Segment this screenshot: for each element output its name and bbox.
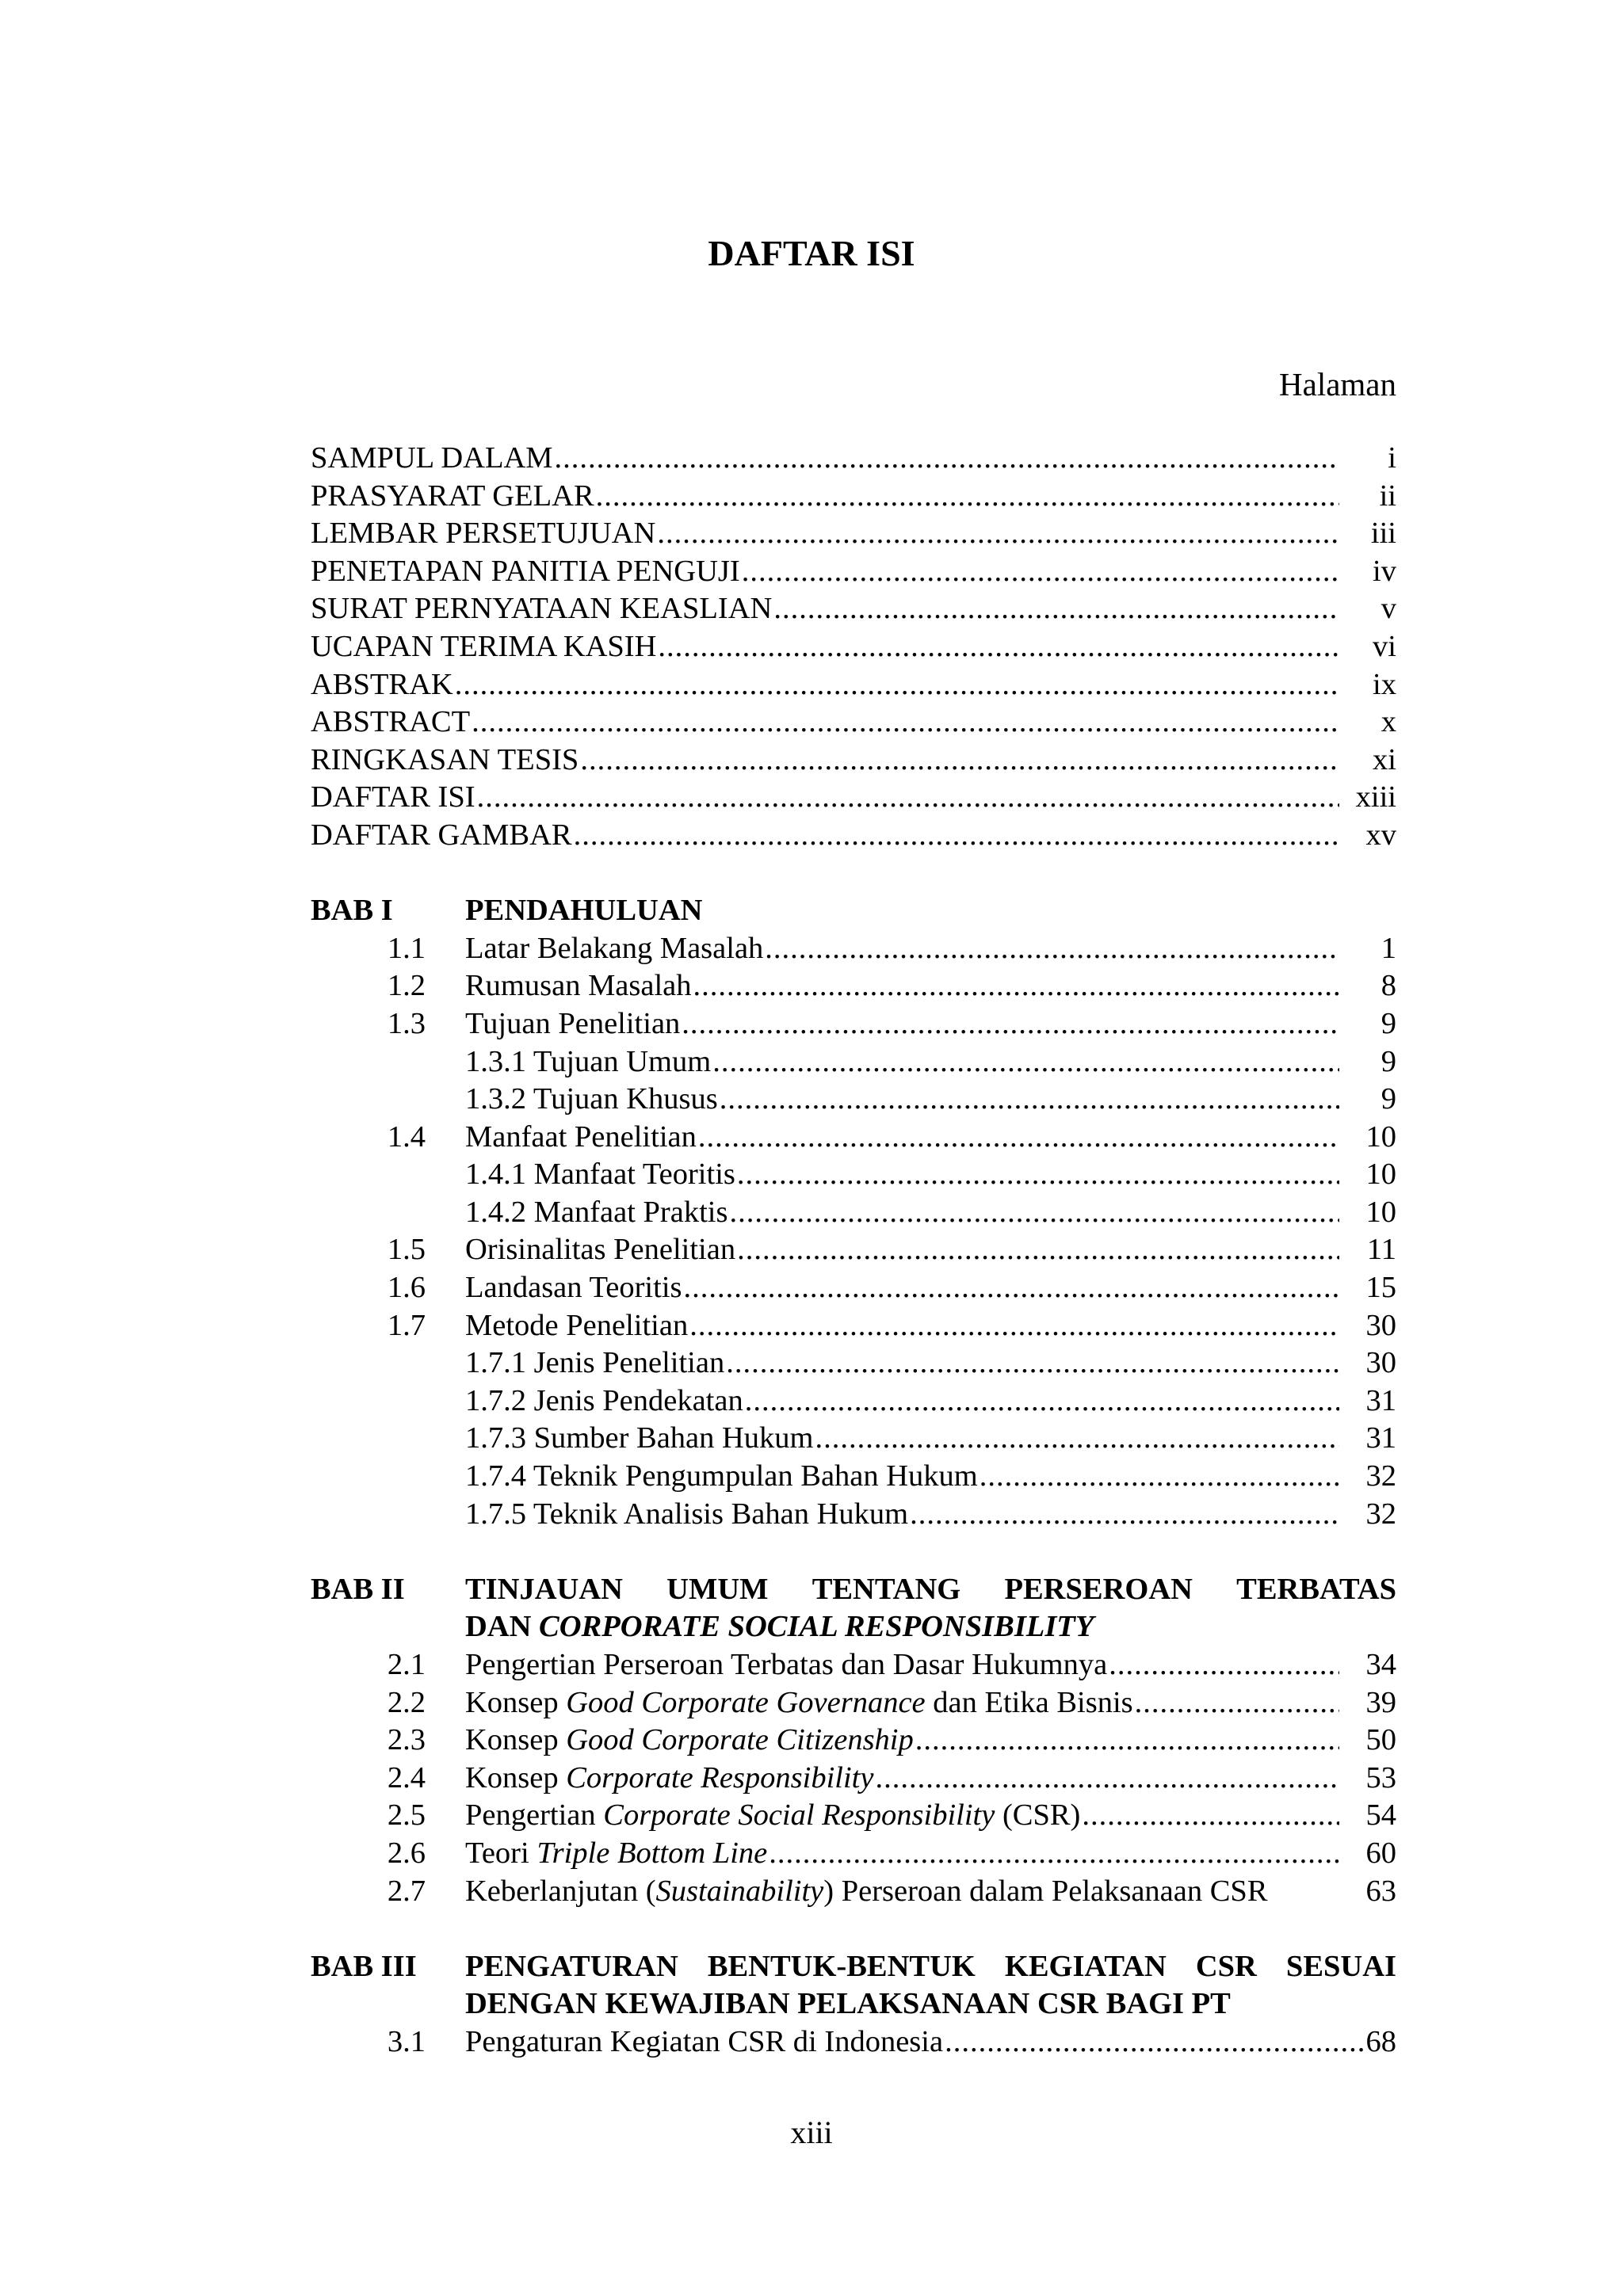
dot-leader <box>574 817 1339 855</box>
toc-entry-title: Pengaturan Kegiatan CSR di Indonesia <box>465 2024 944 2058</box>
chapter-title-word: KEGIATAN <box>1004 1949 1167 1983</box>
section-number: 2.1 <box>387 1648 426 1681</box>
section-number: 2.7 <box>387 1874 426 1908</box>
dot-leader <box>720 1081 1339 1119</box>
front-matter-list <box>311 440 1396 855</box>
dot-leader <box>742 553 1339 591</box>
toc-page-number: 68 <box>1365 2024 1396 2058</box>
section-number: 1.5 <box>387 1233 426 1267</box>
toc-entry-title: 1.7.5 Teknik Analisis Bahan Hukum <box>465 1497 909 1531</box>
toc-page-number: x <box>1381 705 1396 739</box>
toc-page-number: 10 <box>1365 1195 1396 1229</box>
toc-page-number: iv <box>1373 554 1396 588</box>
toc-page-number: ii <box>1379 479 1396 513</box>
toc-page-number: v <box>1381 592 1396 626</box>
toc-entry-title: Pengertian Corporate Social Responsibility (CSR) <box>465 1798 1081 1833</box>
toc-row <box>311 1458 1396 1496</box>
toc-entry-title: Konsep Good Corporate Governance dan Etika Bisnis <box>465 1685 1133 1719</box>
toc-page-number: 10 <box>1365 1158 1396 1192</box>
toc-page-number: 39 <box>1365 1685 1396 1719</box>
chapter-title <box>465 1571 1396 1609</box>
toc-row <box>311 1684 1396 1722</box>
toc-entry-title: Metode Penelitian <box>465 1308 689 1342</box>
dot-leader <box>596 478 1339 516</box>
toc-page-number: 54 <box>1365 1798 1396 1833</box>
toc-page-number: 30 <box>1365 1308 1396 1342</box>
toc-entry-title: SURAT PERNYATAAN KEASLIAN <box>311 592 773 626</box>
toc-row <box>311 1646 1396 1684</box>
toc-row <box>311 1344 1396 1383</box>
dot-leader <box>657 515 1339 553</box>
toc-page-number: 11 <box>1366 1233 1396 1267</box>
chapter-1 <box>311 892 1396 1533</box>
toc-row <box>311 553 1396 591</box>
page-number-footer: xiii <box>790 2115 833 2150</box>
toc-entry-title: UCAPAN TERIMA KASIH <box>311 629 657 663</box>
toc-row <box>311 967 1396 1005</box>
dot-leader <box>555 440 1339 478</box>
toc-entry-title: 1.3.1 Tujuan Umum <box>465 1044 712 1078</box>
toc-page-number: 9 <box>1381 1044 1396 1078</box>
chapter-title-word: BENTUK-BENTUK <box>707 1949 976 1983</box>
toc-page-number: 30 <box>1365 1346 1396 1380</box>
chapter-2 <box>311 1571 1396 1910</box>
toc-row <box>311 817 1396 855</box>
toc-page-number: xi <box>1373 742 1396 776</box>
toc-entry-title: 1.3.2 Tujuan Khusus <box>465 1082 718 1116</box>
toc-row <box>311 1722 1396 1760</box>
toc-page-number: vi <box>1373 629 1396 663</box>
toc-row <box>311 779 1396 817</box>
section-number: 2.5 <box>387 1798 426 1833</box>
toc-entry-title: Pengertian Perseroan Terbatas dan Dasar Hukumnya <box>465 1648 1108 1681</box>
toc-row <box>311 1873 1396 1911</box>
chapter-heading <box>311 892 1396 930</box>
dot-leader <box>745 1383 1339 1421</box>
dot-leader <box>945 2023 1365 2061</box>
dot-leader <box>1135 1684 1339 1722</box>
toc-row <box>311 2023 1396 2061</box>
toc-entry-title: Tujuan Penelitian <box>465 1006 681 1040</box>
toc-page-number: xv <box>1365 818 1396 852</box>
toc-entry-title: 1.4.2 Manfaat Praktis <box>465 1195 728 1229</box>
toc-row <box>311 1420 1396 1458</box>
toc-row <box>311 1005 1396 1043</box>
toc-entry-title: PENETAPAN PANITIA PENGUJI <box>311 554 740 588</box>
toc-row <box>311 440 1396 478</box>
toc-page-number: 8 <box>1381 969 1396 1003</box>
toc-entry-title: LEMBAR PERSETUJUAN <box>311 517 656 551</box>
toc-entry-title: 1.4.1 Manfaat Teoritis <box>465 1158 735 1192</box>
toc-row <box>311 930 1396 968</box>
dot-leader <box>472 704 1339 742</box>
toc-entry-title: DAFTAR GAMBAR <box>311 818 572 852</box>
toc-page-number: 32 <box>1365 1497 1396 1531</box>
toc-page-number: 53 <box>1365 1760 1396 1794</box>
toc-entry-title: Orisinalitas Penelitian <box>465 1233 736 1267</box>
toc-page-number: xiii <box>1355 780 1396 814</box>
dot-leader <box>693 967 1340 1005</box>
toc-entry-title: Manfaat Penelitian <box>465 1119 697 1154</box>
toc-page-number: 63 <box>1365 1874 1396 1908</box>
toc-row <box>311 666 1396 704</box>
toc-entry-title: ABSTRACT <box>311 705 471 739</box>
chapter-title-word: TINJAUAN <box>465 1572 623 1606</box>
section-number: 1.4 <box>387 1119 426 1154</box>
table-of-contents <box>311 440 1396 2061</box>
toc-row <box>311 742 1396 780</box>
toc-row <box>311 1231 1396 1269</box>
section-number: 1.6 <box>387 1271 426 1305</box>
dot-leader <box>580 742 1339 780</box>
toc-entry-title: Landasan Teoritis <box>465 1271 682 1305</box>
chapter-title-word: TERBATAS <box>1236 1572 1396 1606</box>
toc-row <box>311 1835 1396 1873</box>
chapter-title-word: PENGATURAN <box>465 1949 678 1983</box>
dot-leader <box>815 1420 1340 1458</box>
chapter-title <box>465 1948 1396 1986</box>
dot-leader <box>455 666 1339 704</box>
toc-row <box>311 1383 1396 1421</box>
toc-row <box>311 628 1396 666</box>
toc-page-number: 10 <box>1365 1119 1396 1154</box>
toc-row <box>311 1269 1396 1307</box>
toc-page-number: 1 <box>1381 931 1396 965</box>
toc-row <box>311 515 1396 553</box>
toc-row <box>311 1156 1396 1194</box>
section-number: 3.1 <box>387 2024 426 2058</box>
dot-leader <box>729 1194 1339 1232</box>
toc-entry-title: Teori Triple Bottom Line <box>465 1836 768 1870</box>
section-number: 1.7 <box>387 1308 426 1342</box>
dot-leader <box>712 1043 1339 1081</box>
toc-entry-title: DAFTAR ISI <box>311 780 475 814</box>
toc-row <box>311 1194 1396 1232</box>
toc-page-number: iii <box>1370 517 1396 551</box>
dot-leader <box>910 1496 1339 1534</box>
chapter-title-word: UMUM <box>666 1572 769 1606</box>
toc-entry-title: 1.7.1 Jenis Penelitian <box>465 1346 725 1380</box>
dot-leader <box>1109 1646 1339 1684</box>
toc-entry-title: Latar Belakang Masalah <box>465 931 764 965</box>
toc-row <box>311 1043 1396 1081</box>
dot-leader <box>689 1307 1339 1345</box>
toc-page-number: 32 <box>1365 1459 1396 1493</box>
toc-page-number: 9 <box>1381 1006 1396 1040</box>
dot-leader <box>915 1722 1339 1760</box>
toc-entry-title: Keberlanjutan (Sustainability) Perseroan dalam Pelaksanaan CSR <box>465 1874 1268 1908</box>
toc-row <box>311 1760 1396 1798</box>
toc-row <box>311 1307 1396 1345</box>
toc-entry-title: PRASYARAT GELAR <box>311 479 594 513</box>
toc-page-number: 9 <box>1381 1082 1396 1116</box>
toc-entry-title: Konsep Good Corporate Citizenship <box>465 1723 914 1757</box>
toc-entry-title: 1.7.4 Teknik Pengumpulan Bahan Hukum <box>465 1459 978 1493</box>
chapter-label: BAB III <box>311 1949 417 1983</box>
chapter-heading-continued <box>311 1608 1396 1646</box>
toc-row <box>311 1496 1396 1534</box>
toc-row <box>311 704 1396 742</box>
dot-leader <box>980 1458 1339 1496</box>
toc-row <box>311 1797 1396 1835</box>
toc-page-number: 34 <box>1365 1648 1396 1681</box>
dot-leader <box>765 930 1339 968</box>
chapter-title-line2: DAN CORPORATE SOCIAL RESPONSIBILITY <box>465 1610 1094 1644</box>
toc-entry-title: SAMPUL DALAM <box>311 441 553 475</box>
toc-row <box>311 590 1396 628</box>
dot-leader <box>726 1344 1339 1383</box>
toc-page-number: 31 <box>1365 1383 1396 1417</box>
dot-leader <box>477 779 1339 817</box>
chapter-label: BAB II <box>311 1572 405 1606</box>
chapter-heading <box>311 1948 1396 1986</box>
section-number: 1.1 <box>387 931 426 965</box>
toc-entry-title: 1.7.2 Jenis Pendekatan <box>465 1383 743 1417</box>
chapter-title-word: PERSEROAN <box>1004 1572 1193 1606</box>
halaman-label: Halaman <box>1279 366 1396 402</box>
chapter-3 <box>311 1948 1396 2061</box>
page-title: DAFTAR ISI <box>708 233 915 273</box>
toc-page-number: ix <box>1373 667 1396 701</box>
toc-page-number: i <box>1388 441 1396 475</box>
section-number: 1.2 <box>387 969 426 1003</box>
chapter-title-word: CSR <box>1195 1949 1257 1983</box>
toc-entry-title: 1.7.3 Sumber Bahan Hukum <box>465 1421 814 1455</box>
toc-row <box>311 1081 1396 1119</box>
chapter-heading <box>311 1571 1396 1609</box>
dot-leader <box>737 1231 1339 1269</box>
chapter-title-word: TENTANG <box>812 1572 961 1606</box>
dot-leader <box>769 1835 1339 1873</box>
section-number: 2.6 <box>387 1836 426 1870</box>
section-number: 2.4 <box>387 1760 426 1794</box>
chapter-heading-continued <box>311 1985 1396 2023</box>
dot-leader <box>658 628 1339 666</box>
dot-leader <box>1082 1797 1339 1835</box>
dot-leader <box>773 590 1339 628</box>
toc-page-number: 50 <box>1365 1723 1396 1757</box>
chapter-title-line2: DENGAN KEWAJIBAN PELAKSANAAN CSR BAGI PT <box>465 1987 1231 2021</box>
chapter-title-word: SESUAI <box>1285 1949 1396 1983</box>
toc-entry-title: ABSTRAK <box>311 667 453 701</box>
chapter-title: PENDAHULUAN <box>465 894 703 928</box>
chapter-label: BAB I <box>311 894 393 928</box>
dot-leader <box>684 1269 1339 1307</box>
dot-leader <box>698 1119 1339 1157</box>
toc-page-number: 31 <box>1365 1421 1396 1455</box>
toc-entry-title: RINGKASAN TESIS <box>311 742 579 776</box>
section-number: 2.3 <box>387 1723 426 1757</box>
toc-entry-title: Konsep Corporate Responsibility <box>465 1760 874 1794</box>
section-number: 1.3 <box>387 1006 426 1040</box>
toc-row <box>311 478 1396 516</box>
toc-page-number: 60 <box>1365 1836 1396 1870</box>
section-number: 2.2 <box>387 1685 426 1719</box>
dot-leader <box>875 1760 1339 1798</box>
dot-leader <box>682 1005 1339 1043</box>
dot-leader <box>737 1156 1339 1194</box>
toc-page-number: 15 <box>1365 1271 1396 1305</box>
toc-entry-title: Rumusan Masalah <box>465 969 692 1003</box>
toc-row <box>311 1119 1396 1157</box>
